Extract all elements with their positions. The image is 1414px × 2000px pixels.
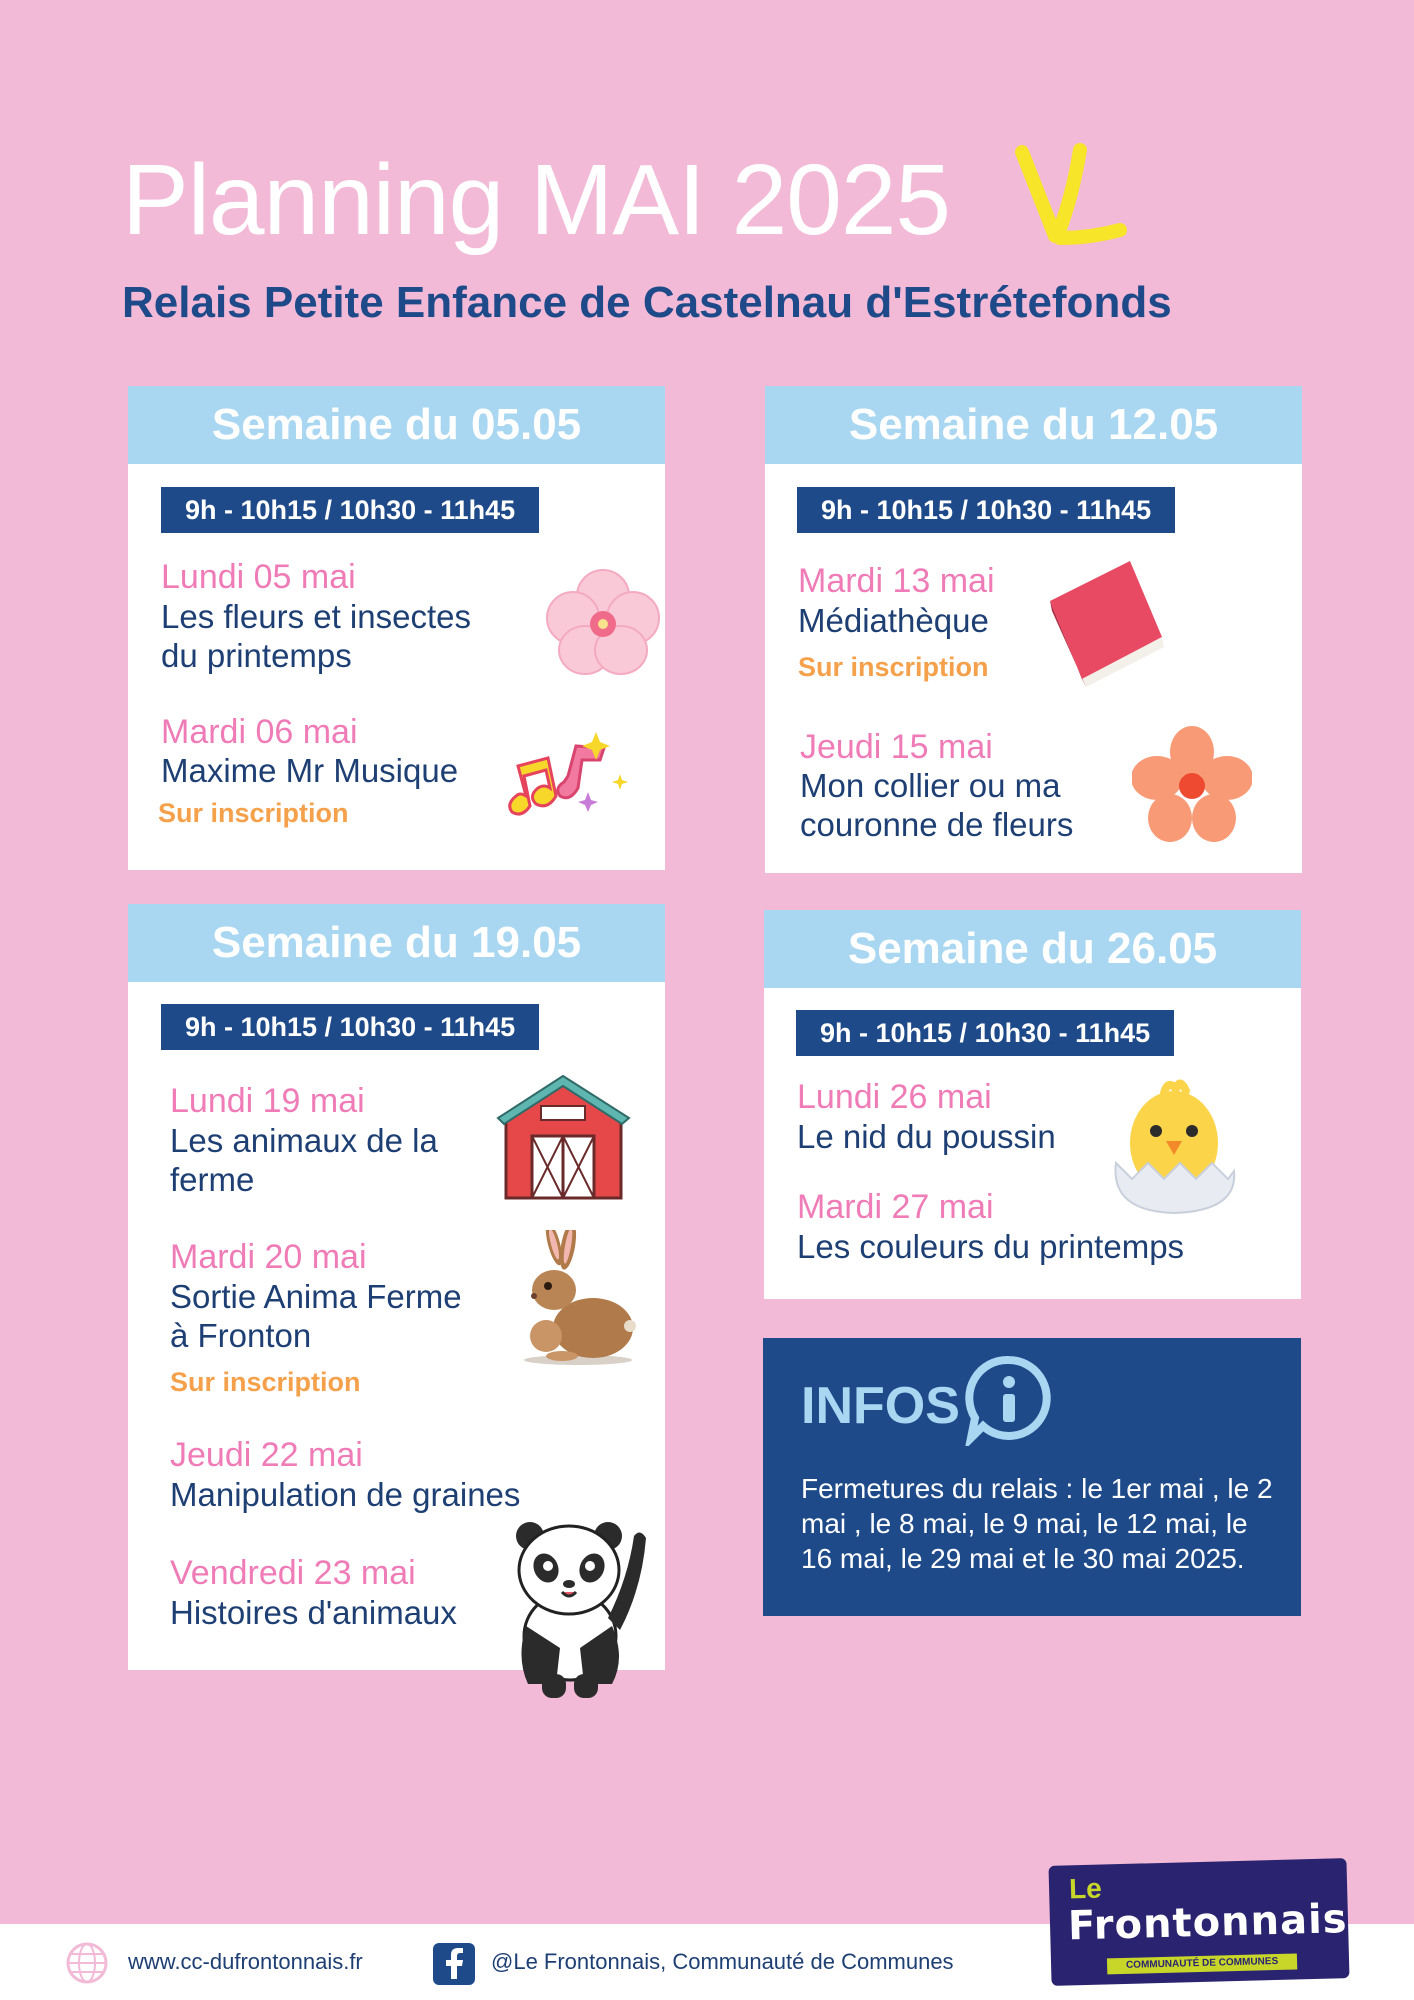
activity-title: Sortie Anima Ferme à Fronton [170, 1278, 462, 1354]
activity-title: Le nid du poussin [797, 1118, 1056, 1155]
rabbit-icon [518, 1230, 638, 1365]
page-subtitle: Relais Petite Enfance de Castelnau d'Estrétefonds [122, 278, 1172, 327]
activity-day: Jeudi 15 mai [800, 728, 993, 766]
frontonnais-logo [1048, 1858, 1349, 1986]
barn-icon [496, 1074, 631, 1204]
title-month: MAI 2025 [530, 144, 951, 256]
activity-title: Maxime Mr Musique [161, 752, 459, 789]
globe-icon [66, 1942, 108, 1984]
activity-day: Mardi 06 mai [161, 713, 358, 751]
logo-subtitle: COMMUNAUTÉ DE COMMUNES [1107, 1953, 1297, 1974]
music-notes-icon [508, 726, 638, 826]
registration-note: Sur inscription [798, 652, 989, 682]
activity-day: Mardi 13 mai [798, 562, 995, 600]
activity-day: Lundi 19 mai [170, 1082, 365, 1120]
activity-title: Histoires d'animaux [170, 1594, 457, 1631]
infos-panel [763, 1338, 1301, 1616]
activity-day: Mardi 27 mai [797, 1188, 994, 1226]
week-title: Semaine du 19.05 [128, 904, 665, 982]
activity-title: Manipulation de graines [170, 1476, 521, 1513]
title-planning: Planning [122, 144, 504, 256]
activity-title: Les animaux de la ferme [170, 1122, 438, 1198]
logo-name: Frontonnais [1067, 1896, 1349, 1950]
hours-badge: 9h - 10h15 / 10h30 - 11h45 [797, 487, 1175, 533]
activity-title: Les fleurs et insectes du printemps [161, 598, 471, 674]
activity-title: Les couleurs du printemps [797, 1228, 1185, 1265]
page-title [122, 144, 951, 256]
hours-badge: 9h - 10h15 / 10h30 - 11h45 [161, 1004, 539, 1050]
sparkle-icon [1010, 138, 1130, 253]
orange-flower-icon [1132, 726, 1252, 846]
activity-title: Médiathèque [798, 602, 989, 639]
registration-note: Sur inscription [170, 1367, 361, 1397]
logo-le: Le [1068, 1872, 1103, 1905]
infos-closures-text: Fermetures du relais : le 1er mai , le 2 mai , le 8 mai, le 9 mai, le 12 mai, le 16 mai, le 29 mai et le 30 mai 2025. [801, 1473, 1273, 1574]
activity-title: Mon collier ou ma couronne de fleurs [800, 767, 1074, 843]
week-card-0505 [128, 386, 665, 870]
registration-note: Sur inscription [158, 798, 349, 828]
activity-day: Jeudi 22 mai [170, 1436, 363, 1474]
infos-title: INFOS [801, 1377, 960, 1435]
week-card-1205 [765, 386, 1302, 873]
week-title: Semaine du 12.05 [765, 386, 1302, 464]
facebook-icon [433, 1943, 475, 1985]
chick-icon [1110, 1075, 1240, 1215]
activity-day: Mardi 20 mai [170, 1238, 367, 1276]
activity-day: Lundi 05 mai [161, 558, 356, 596]
week-title: Semaine du 05.05 [128, 386, 665, 464]
facebook-link[interactable]: @Le Frontonnais, Communauté de Communes [491, 1949, 954, 1974]
hours-badge: 9h - 10h15 / 10h30 - 11h45 [796, 1010, 1174, 1056]
hours-badge: 9h - 10h15 / 10h30 - 11h45 [161, 487, 539, 533]
flower-icon [543, 568, 663, 678]
week-title: Semaine du 26.05 [764, 910, 1301, 988]
info-icon [963, 1352, 1055, 1446]
activity-day: Lundi 26 mai [797, 1078, 992, 1116]
activity-day: Vendredi 23 mai [170, 1554, 416, 1592]
website-link[interactable]: www.cc-dufrontonnais.fr [128, 1949, 363, 1974]
book-icon [1040, 561, 1170, 691]
panda-icon [508, 1508, 650, 1700]
